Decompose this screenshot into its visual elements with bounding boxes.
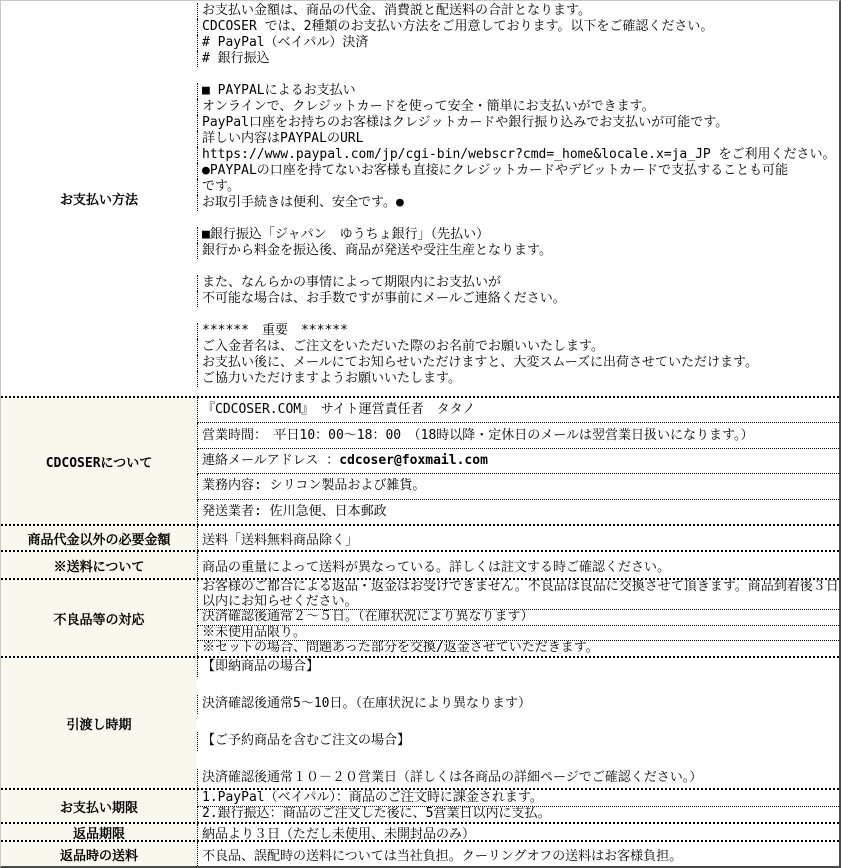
content-line: 送料「送料無料商品除く」 bbox=[202, 532, 359, 548]
table-row bbox=[1, 822, 839, 840]
content-subrow bbox=[197, 474, 839, 499]
content-line: です。 bbox=[197, 179, 839, 195]
row-content-cell bbox=[197, 1, 839, 396]
content-line: # PayPal（ベイパル）決済 bbox=[197, 35, 839, 51]
row-content-cell bbox=[197, 658, 839, 788]
content-line: 納品より３日（ただし未使用、未開封品のみ） bbox=[202, 826, 476, 840]
content-subrow bbox=[197, 790, 839, 807]
content-line: お客様のご都合による返品・返金はお受けできません。不良品は良品に交換させて頂きます。商品到着後３日以内にお知らせください。 bbox=[202, 580, 839, 609]
email-text: cdcoser@foxmail.com bbox=[339, 453, 488, 469]
row-header-cell bbox=[1, 398, 197, 524]
content-subrow bbox=[197, 449, 839, 474]
content-line: 不可能な場合は、お手数ですが事前にメールご連絡ください。 bbox=[197, 291, 839, 307]
content-spacer bbox=[197, 307, 839, 323]
content-subrow bbox=[197, 610, 839, 626]
content-line: 連絡メールアドレス ： bbox=[202, 453, 340, 469]
content-subrow bbox=[197, 626, 839, 642]
content-line: ※セットの場合、問題あった部分を交換/返金させていただきます。 bbox=[202, 641, 599, 656]
table-row bbox=[1, 656, 839, 788]
content-subrow bbox=[197, 500, 839, 524]
content-subrow bbox=[197, 807, 839, 823]
table-row bbox=[1, 578, 839, 656]
row-header-label: 引渡し時期 bbox=[66, 717, 132, 733]
content-subrow bbox=[197, 580, 839, 610]
content-line: ご協力いただけますようお願いいたします。 bbox=[197, 371, 839, 387]
content-subrow bbox=[197, 423, 839, 448]
content-line: ※未使用品限り。 bbox=[202, 625, 307, 640]
row-header-label: 返品期限 bbox=[72, 826, 125, 840]
row-header-label: 不良品等の対応 bbox=[53, 612, 145, 628]
content-line: 2.銀行振込：商品のご注文した後に、5営業日以内に支払。 bbox=[202, 806, 551, 821]
content-line: 『CDCOSER.COM』 サイト運営責任者 タタノ bbox=[202, 402, 476, 418]
row-content-cell bbox=[197, 398, 839, 524]
content-line: オンラインで、クレジットカードを使って安全・簡単にお支払いができます。 bbox=[197, 99, 839, 115]
row-content-cell bbox=[197, 824, 839, 840]
content-spacer bbox=[197, 677, 839, 696]
table-row bbox=[1, 396, 839, 524]
row-header-label: CDCOSERについて bbox=[45, 455, 153, 471]
content-line: 営業時間： 平日10：00～18：00 （18時以降・定休日のメールは翌営業日扱いになります。） bbox=[202, 427, 754, 443]
row-header-cell bbox=[1, 790, 197, 822]
content-line: 業務内容: シリコン製品および雑貨。 bbox=[202, 478, 426, 494]
content-spacer bbox=[197, 211, 839, 227]
content-line: ■銀行振込「ジャパン ゆうちょ銀行」（先払い） bbox=[197, 227, 839, 243]
table-row bbox=[1, 524, 839, 550]
content-line: 決済確認後通常２～５日。（在庫状況により異なります） bbox=[202, 610, 534, 625]
content-line: ■ PAYPALによるお支払い bbox=[197, 83, 839, 99]
table-row bbox=[1, 550, 839, 578]
content-spacer bbox=[197, 714, 839, 733]
content-line: PayPal口座をお持ちのお客様はクレジットカードや銀行振り込みでお支払いが可能です。 bbox=[197, 115, 839, 131]
content-line: お支払い金額は、商品の代金、消費説と配送料の合計となります。 bbox=[197, 3, 839, 19]
row-content-cell bbox=[197, 526, 839, 550]
row-content-cell bbox=[197, 552, 839, 578]
row-header-label: 返品時の送料 bbox=[59, 848, 138, 864]
row-header-label: ※送料について bbox=[53, 559, 145, 575]
content-line: 1.PayPal（ベイパル）：商品のご注文時に課金されます。 bbox=[202, 790, 543, 805]
content-line: 【ご予約商品を含むご注文の場合】 bbox=[197, 732, 839, 751]
row-header-label: 商品代金以外の必要金額 bbox=[27, 532, 171, 548]
content-line: お支払い後に、メールにてお知らせいただけますと、大変スムーズに出荷させていただけます。 bbox=[197, 355, 839, 371]
row-header-cell bbox=[1, 580, 197, 656]
content-line: ●PAYPALの口座を持てないお客様も直接にクレジットカードやデビットカードで支払することも可能 bbox=[197, 163, 839, 179]
content-line: 詳しい内容はPAYPALのURL bbox=[197, 131, 839, 147]
content-line: また、なんらかの事情によって期限内にお支払いが bbox=[197, 275, 839, 291]
row-header-cell bbox=[1, 824, 197, 840]
content-line: 不良品、誤配時の送料については当社負担。クーリングオフの送料はお客様負担。 bbox=[202, 848, 683, 864]
content-subrow bbox=[197, 398, 839, 423]
row-header-cell bbox=[1, 552, 197, 578]
table-row bbox=[1, 840, 839, 866]
row-header-cell bbox=[1, 658, 197, 788]
content-line: お取引手続きは便利、安全です。● bbox=[197, 195, 839, 211]
content-line: # 銀行振込 bbox=[197, 51, 839, 67]
content-line: 【即納商品の場合】 bbox=[197, 658, 839, 677]
content-line: 決済確認後通常5～10日。（在庫状況により異なります） bbox=[197, 695, 839, 714]
row-header-cell bbox=[1, 842, 197, 866]
table-row bbox=[1, 1, 839, 396]
content-line: https://www.paypal.com/jp/cgi-bin/webscr?cmd=_home&locale.x=ja_JP をご利用ください。 bbox=[197, 147, 839, 163]
content-line: 決済確認後通常１０－２０営業日（詳しくは各商品の詳細ページでご確認ください。） bbox=[197, 769, 839, 788]
content-subrow bbox=[197, 641, 839, 656]
row-header-label: お支払い期限 bbox=[59, 800, 138, 816]
content-line: CDCOSER では、2種類のお支払い方法をご用意しております。以下をご確認ください。 bbox=[197, 19, 839, 35]
row-header-cell bbox=[1, 526, 197, 550]
content-line: ご入金者名は、ご注文をいただいた際のお名前でお願いいたします。 bbox=[197, 339, 839, 355]
content-line: 発送業者: 佐川急便、日本郵政 bbox=[202, 503, 387, 519]
row-header-label: お支払い方法 bbox=[59, 193, 138, 208]
content-spacer bbox=[197, 67, 839, 83]
row-content-cell bbox=[197, 842, 839, 866]
content-line: 商品の重量によって送料が異なっている。詳しくは註文する時ご確認ください。 bbox=[202, 559, 671, 575]
content-line: ****** 重要 ****** bbox=[197, 323, 839, 339]
row-content-cell bbox=[197, 580, 839, 656]
content-spacer bbox=[197, 259, 839, 275]
row-header-cell bbox=[1, 1, 197, 396]
table-row bbox=[1, 788, 839, 822]
content-line: 銀行から料金を振込後、商品が発送や受注生産となります。 bbox=[197, 243, 839, 259]
row-content-cell bbox=[197, 790, 839, 822]
content-spacer bbox=[197, 751, 839, 770]
